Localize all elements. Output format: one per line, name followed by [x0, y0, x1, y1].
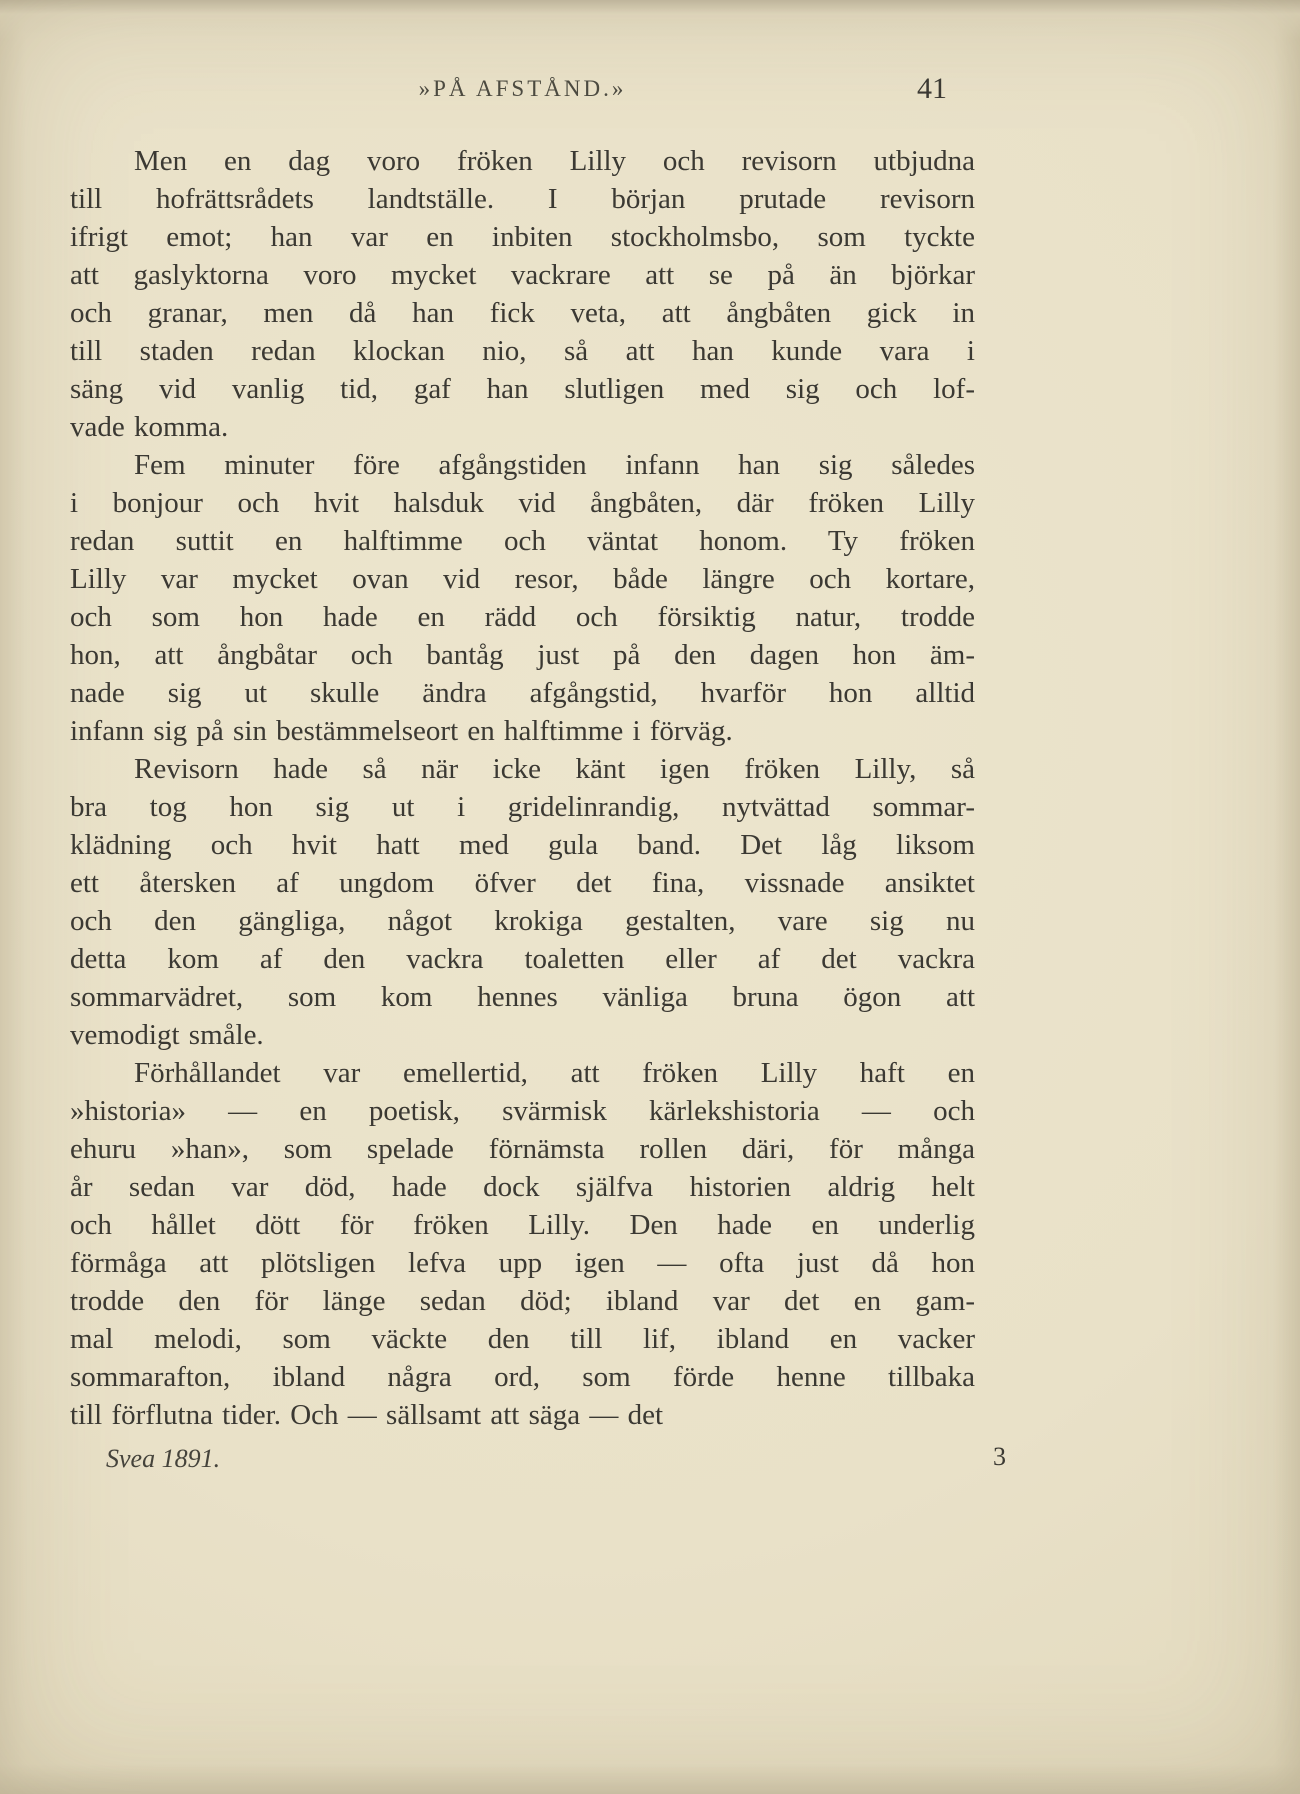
text-line: vade komma. — [70, 411, 229, 443]
text-line: ett återsken af ungdom öfver det fina, vissnade ansiktet — [70, 867, 975, 899]
paragraph — [70, 142, 975, 446]
text-line: bra tog hon sig ut i gridelinrandig, nytvättad sommar- — [70, 791, 975, 823]
text-line: detta kom af den vackra toaletten eller af det vackra — [70, 943, 975, 975]
text-line: ehuru »han», som spelade förnämsta rollen däri, för många — [70, 1133, 975, 1165]
edition-label: Svea 1891. — [106, 1444, 221, 1473]
text-line: hon, att ångbåtar och bantåg just på den dagen hon äm- — [70, 639, 975, 671]
text-line: infann sig på sin bestämmelseort en halftimme i förväg. — [70, 715, 733, 747]
body-text — [70, 142, 975, 1434]
text-line: vemodigt småle. — [70, 1019, 264, 1051]
text-line: till staden redan klockan nio, så att han kunde vara i — [70, 335, 975, 367]
page-number: 41 — [917, 72, 947, 105]
text-line: till hofrättsrådets landtställe. I början prutade revisorn — [70, 183, 975, 215]
paragraph — [70, 1054, 975, 1434]
text-line: nade sig ut skulle ändra afgångstid, hvarför hon alltid — [70, 677, 975, 709]
text-line: sommarvädret, som kom hennes vänliga bruna ögon att — [70, 981, 975, 1013]
text-line: till förflutna tider. Och — sällsamt att säga — det — [70, 1399, 664, 1431]
text-line: i bonjour och hvit halsduk vid ångbåten, där fröken Lilly — [70, 487, 975, 519]
text-line: klädning och hvit hatt med gula band. Det låg liksom — [70, 829, 975, 861]
signature-number: 3 — [993, 1442, 1006, 1471]
running-title: »PÅ AFSTÅND.» — [418, 76, 627, 101]
text-line: förmåga att plötsligen lefva upp igen — ofta just då hon — [70, 1247, 975, 1279]
text-line: och granar, men då han fick veta, att ångbåten gick in — [70, 297, 975, 329]
page-header — [70, 72, 975, 116]
text-line: Lilly var mycket ovan vid resor, både längre och kortare, — [70, 563, 975, 595]
text-line: och hållet dött för fröken Lilly. Den hade en underlig — [70, 1209, 975, 1241]
paragraph — [70, 446, 975, 750]
text-line: trodde den för länge sedan död; ibland var det en gam- — [70, 1285, 975, 1317]
text-line: sommarafton, ibland några ord, som förde henne tillbaka — [70, 1361, 975, 1393]
text-line: och som hon hade en rädd och försiktig natur, trodde — [70, 601, 975, 633]
text-line: Men en dag voro fröken Lilly och revisorn utbjudna — [134, 145, 975, 177]
text-line: och den gängliga, något krokiga gestalten, vare sig nu — [70, 905, 975, 937]
text-line: år sedan var död, hade dock själfva historien aldrig helt — [70, 1171, 975, 1203]
paragraph — [70, 750, 975, 1054]
text-line: mal melodi, som väckte den till lif, ibland en vacker — [70, 1323, 975, 1355]
text-line: »historia» — en poetisk, svärmisk kärlekshistoria — och — [70, 1095, 975, 1127]
text-line: säng vid vanlig tid, gaf han slutligen med sig och lof- — [70, 373, 975, 405]
text-line: Revisorn hade så när icke känt igen fröken Lilly, så — [134, 753, 975, 785]
text-line: Förhållandet var emellertid, att fröken Lilly haft en — [134, 1057, 975, 1089]
text-line: redan suttit en halftimme och väntat honom. Ty fröken — [70, 525, 975, 557]
text-line: ifrigt emot; han var en inbiten stockholmsbo, som tyckte — [70, 221, 975, 253]
text-line: Fem minuter före afgångstiden infann han sig således — [134, 449, 975, 481]
text-line: att gaslyktorna voro mycket vackrare att se på än björkar — [70, 259, 975, 291]
